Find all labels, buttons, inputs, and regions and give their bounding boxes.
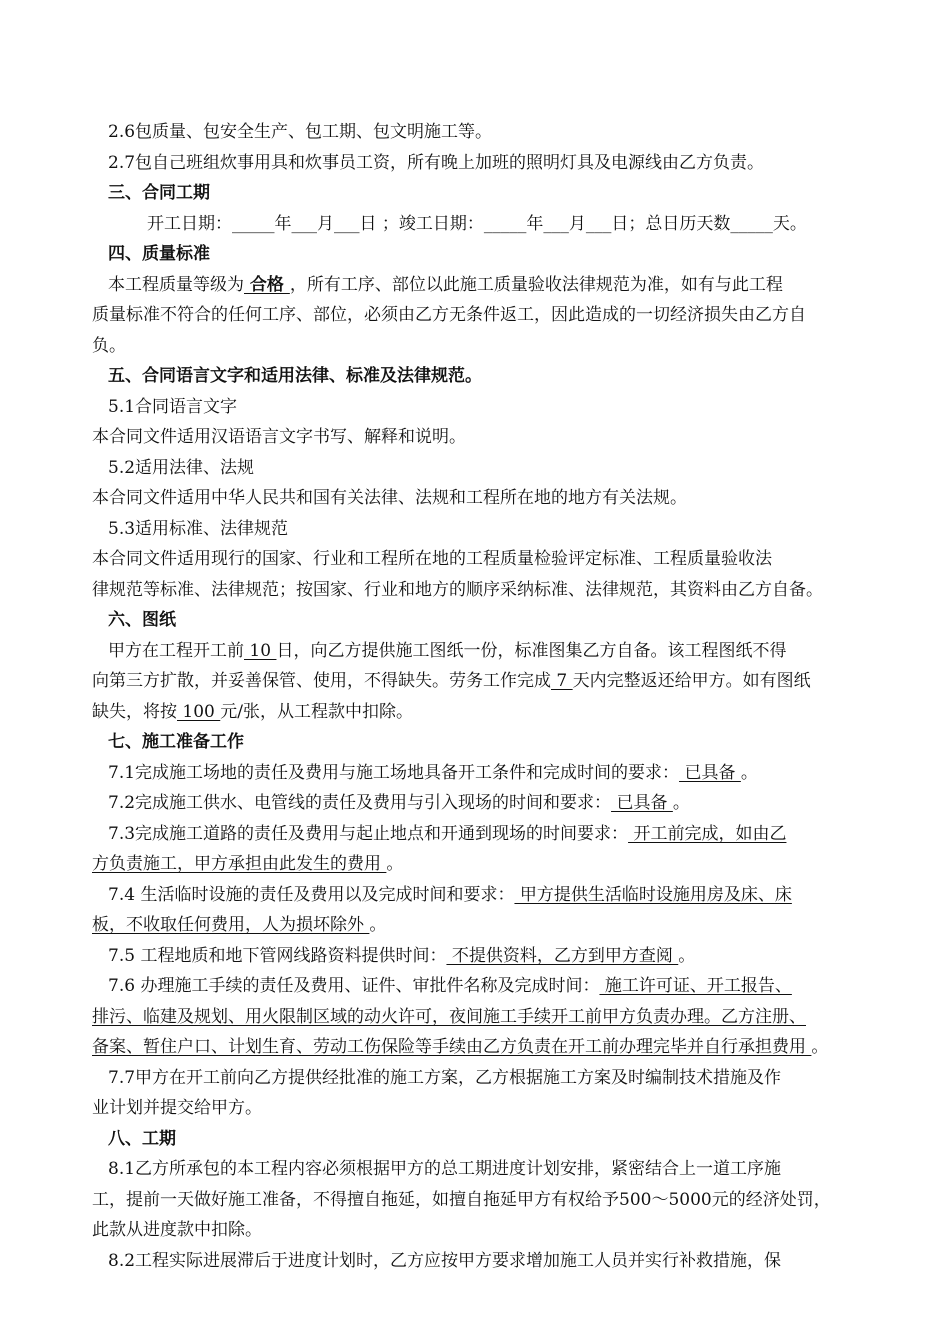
clause-7-4-value-part-2: 板，不收取任何费用，人为损坏除外 xyxy=(92,915,370,935)
clause-5-3-title: 5.3适用标准、法律规范 xyxy=(108,519,289,539)
clause-7-5: 7.5 工程地质和地下管网线路资料提供时间： 不提供资料，乙方到甲方查阅 。 xyxy=(108,946,696,966)
clause-7-7-line-2: 业计划并提交给甲方。 xyxy=(92,1098,262,1118)
section-heading-3: 三、合同工期 xyxy=(108,183,210,203)
clause-7-4-line-2: 板，不收取任何费用，人为损坏除外 。 xyxy=(92,915,387,935)
end-day-blank: ___ xyxy=(585,214,612,234)
clause-5-3-text-line-2: 律规范等标准、法律规范；按国家、行业和地方的顺序采纳标准、法律规范，其资料由乙方自备。 xyxy=(92,580,823,600)
clause-5-2-text: 本合同文件适用中华人民共和国有关法律、法规和工程所在地的地方有关法规。 xyxy=(92,488,687,508)
clause-7-4-line-1: 7.4 生活临时设施的责任及费用以及完成时间和要求： 甲方提供生活临时设施用房及床、床 xyxy=(108,885,792,905)
clause-7-5-value: 不提供资料，乙方到甲方查阅 xyxy=(446,946,679,966)
quality-level-value: 合格 xyxy=(244,275,290,295)
drawings-line-3: 缺失，将按 100 元/张，从工程款中扣除。 xyxy=(92,702,413,722)
drawing-days-value: 10 xyxy=(244,641,277,661)
clause-7-6-value-part-2: 排污、临建及规划、用火限制区域的动火许可，夜间施工手续开工前甲方负责办理。乙方注册、 xyxy=(92,1007,806,1027)
clause-7-6-line-3: 备案、暂住户口、计划生育、劳动工伤保险等手续由乙方负责在开工前办理完毕并自行承担费用 。 xyxy=(92,1037,829,1057)
section-heading-8: 八、工期 xyxy=(108,1129,176,1149)
clause-2-7: 2.7包自己班组炊事用具和炊事员工资，所有晚上加班的照明灯具及电源线由乙方负责。 xyxy=(108,153,765,173)
clause-5-3-text-line-1: 本合同文件适用现行的国家、行业和工程所在地的工程质量检验评定标准、工程质量验收法 xyxy=(92,549,772,569)
section-heading-4: 四、质量标准 xyxy=(108,244,210,264)
penalty-per-sheet-value: 100 xyxy=(177,702,221,722)
clause-7-3-line-2: 方负责施工，甲方承担由此发生的费用 。 xyxy=(92,854,404,874)
quality-paragraph-line-2: 质量标准不符合的任何工序、部位，必须由乙方无条件返工，因此造成的一切经济损失由乙方自 xyxy=(92,305,806,325)
clause-8-1-line-2: 工，提前一天做好施工准备，不得擅自拖延，如擅自拖延甲方有权给予500～5000元的经济处罚， xyxy=(92,1190,831,1210)
clause-7-1-value: 已具备 xyxy=(679,763,741,783)
clause-7-3-value-part-2: 方负责施工，甲方承担由此发生的费用 xyxy=(92,854,387,874)
return-days-value: 7 xyxy=(551,671,573,691)
drawings-line-2: 向第三方扩散，并妥善保管、使用，不得缺失。劳务工作完成 7 天内完整返还给甲方。如有图纸 xyxy=(92,671,811,691)
clause-5-2-title: 5.2适用法律、法规 xyxy=(108,458,255,478)
clause-7-3-value-part-1: 开工前完成，如由乙 xyxy=(628,824,787,844)
clause-2-6: 2.6包质量、包安全生产、包工期、包文明施工等。 xyxy=(108,122,493,142)
clause-7-6-value-part-1: 施工许可证、开工报告、 xyxy=(599,976,792,996)
clause-7-7-line-1: 7.7甲方在开工前向乙方提供经批准的施工方案，乙方根据施工方案及时编制技术措施及作 xyxy=(108,1068,782,1088)
clause-7-1: 7.1完成施工场地的责任及费用与施工场地具备开工条件和完成时间的要求： 已具备 。 xyxy=(108,763,758,783)
section-heading-5: 五、合同语言文字和适用法律、标准及法律规范。 xyxy=(108,366,482,386)
clause-7-6-line-2 xyxy=(0,1002,950,1033)
section-heading-6: 六、图纸 xyxy=(108,610,176,630)
quality-paragraph-line-3: 负。 xyxy=(92,336,126,356)
clause-8-1-line-3: 此款从进度款中扣除。 xyxy=(92,1220,262,1240)
clause-5-1-text: 本合同文件适用汉语语言文字书写、解释和说明。 xyxy=(92,427,466,447)
end-year-blank: _____ xyxy=(483,214,527,234)
start-year-blank: _____ xyxy=(232,214,275,234)
contract-dates-line: 开工日期：_____年___月___日 ；竣工日期：_____年___月___日；总日历天数_____天。 xyxy=(147,214,807,234)
section-heading-7: 七、施工准备工作 xyxy=(108,732,244,752)
clause-7-6-line-1: 7.6 办理施工手续的责任及费用、证件、审批件名称及完成时间： 施工许可证、开工报告、 xyxy=(108,976,792,996)
drawings-line-1: 甲方在工程开工前 10 日，向乙方提供施工图纸一份，标准图集乙方自备。该工程图纸不得 xyxy=(108,641,787,661)
end-month-blank: ___ xyxy=(543,214,569,234)
clause-5-1-title: 5.1合同语言文字 xyxy=(108,397,238,417)
clause-7-3-line-1: 7.3完成施工道路的责任及费用与起止地点和开通到现场的时间要求： 开工前完成，如由乙 xyxy=(108,824,787,844)
quality-paragraph-line-1: 本工程质量等级为 合格 ，所有工序、部位以此施工质量验收法律规范为准，如有与此工程 xyxy=(108,275,783,295)
start-day-blank: ___ xyxy=(334,214,360,234)
clause-7-6-value-part-3: 备案、暂住户口、计划生育、劳动工伤保险等手续由乙方负责在开工前办理完毕并自行承担费用 xyxy=(92,1037,812,1057)
start-month-blank: ___ xyxy=(291,214,317,234)
clause-7-2: 7.2完成施工供水、电管线的责任及费用与引入现场的时间和要求： 已具备 。 xyxy=(108,793,690,813)
clause-8-1-line-1: 8.1乙方所承包的本工程内容必须根据甲方的总工期进度计划安排，紧密结合上一道工序施 xyxy=(108,1159,782,1179)
total-days-blank: _____ xyxy=(730,214,773,234)
clause-7-2-value: 已具备 xyxy=(611,793,673,813)
clause-8-2-line-1: 8.2工程实际进展滞后于进度计划时，乙方应按甲方要求增加施工人员并实行补救措施，保 xyxy=(108,1251,782,1271)
clause-7-4-value-part-1: 甲方提供生活临时设施用房及床、床 xyxy=(514,885,792,905)
